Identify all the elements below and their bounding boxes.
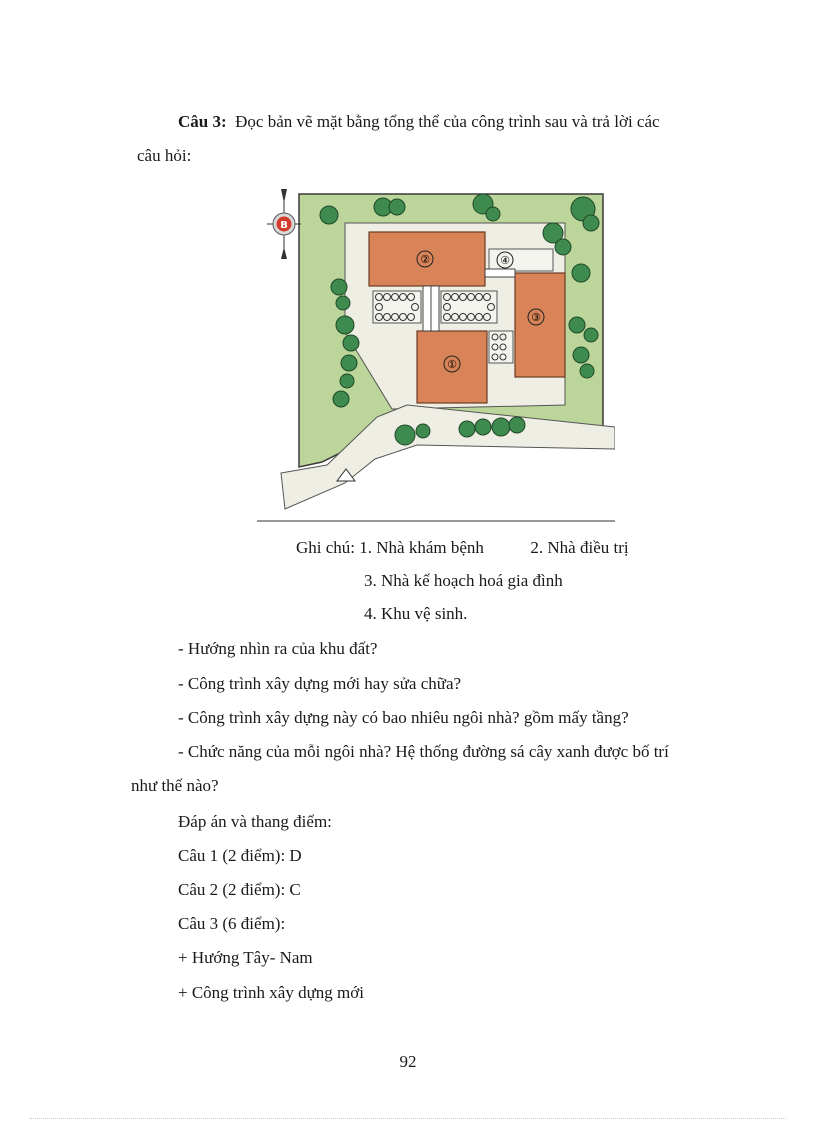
sub-question-1: - Hướng nhìn ra của khu đất? — [178, 639, 378, 658]
question-heading — [178, 112, 660, 132]
garden-bed-right — [441, 291, 497, 323]
sub-question-4-continued: như thế nào? — [131, 776, 219, 795]
sub-question-3: - Công trình xây dựng này có bao nhiêu ngôi nhà? gồm mấy tầng? — [178, 708, 629, 727]
legend-item-2: 2. Nhà điều trị — [530, 538, 629, 557]
footer-rule — [30, 1118, 786, 1119]
garden-bed-small — [489, 331, 513, 363]
legend-item-4: 4. Khu vệ sinh. — [364, 604, 468, 623]
answer-item-1: Câu 1 (2 điểm): D — [178, 846, 302, 865]
garden-bed-left — [373, 291, 421, 323]
building-3 — [515, 273, 565, 377]
building-1-label: ① — [447, 358, 457, 371]
building-4-label: ④ — [500, 254, 510, 267]
question-prompt-continued: câu hỏi: — [137, 146, 192, 165]
sub-question-4: - Chức năng của mỗi ngôi nhà? Hệ thống đường sá cây xanh được bố trí — [178, 742, 669, 761]
answer-item-5: + Công trình xây dựng mới — [178, 983, 364, 1002]
building-4 — [489, 249, 553, 271]
answers-heading: Đáp án và thang điểm: — [178, 812, 332, 831]
north-label: B — [280, 220, 288, 231]
answer-item-4: + Hướng Tây- Nam — [178, 948, 313, 967]
page-number: 92 — [399, 1052, 417, 1071]
question-label: Câu 3: — [178, 112, 227, 131]
question-prompt: Đọc bản vẽ mặt bằng tổng thể của công trình sau và trả lời các — [235, 112, 660, 131]
legend-line-1 — [296, 538, 629, 558]
answer-item-2: Câu 2 (2 điểm): C — [178, 880, 301, 899]
answer-item-3: Câu 3 (6 điểm): — [178, 914, 286, 933]
legend-item-1: Ghi chú: 1. Nhà khám bệnh — [296, 538, 484, 557]
sub-question-2: - Công trình xây dựng mới hay sửa chữa? — [178, 674, 462, 693]
building-2-label: ② — [420, 253, 430, 266]
site-plan-figure — [257, 177, 615, 523]
legend-item-3: 3. Nhà kế hoạch hoá gia đình — [364, 571, 563, 590]
building-3-label: ③ — [531, 311, 541, 324]
site-plan-drawing — [257, 177, 615, 523]
